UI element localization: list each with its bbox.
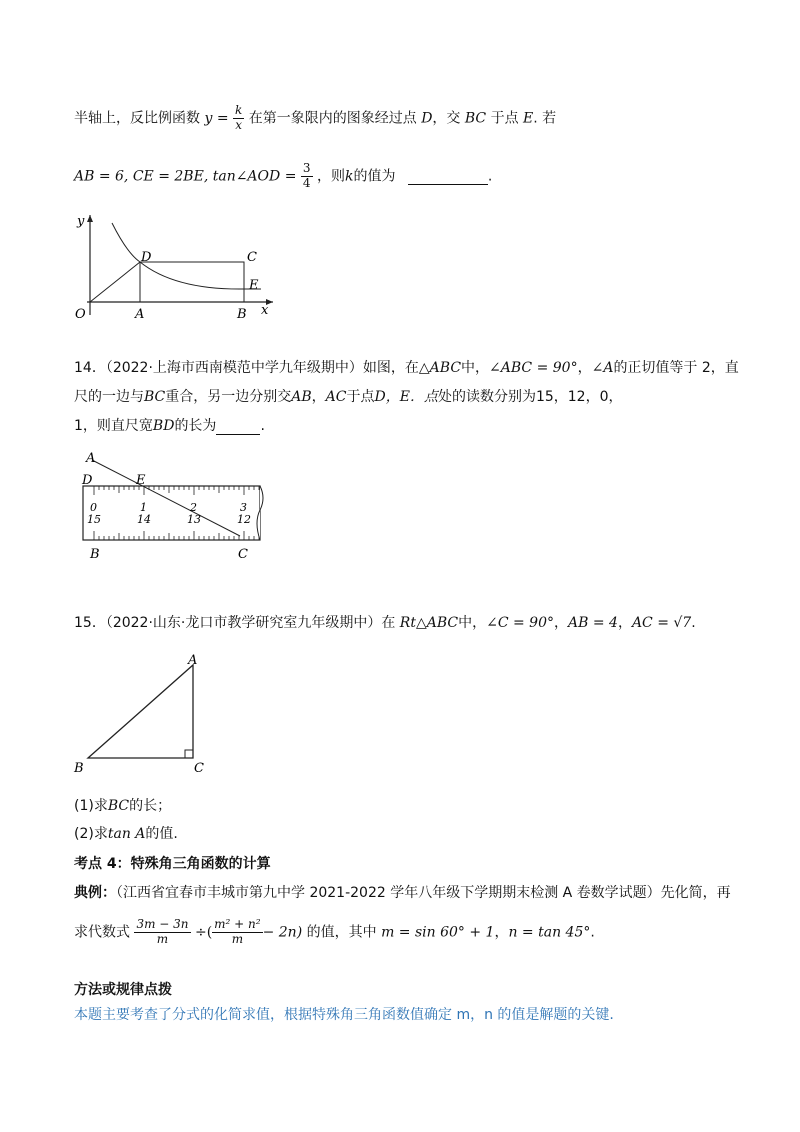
ruler-top-label: 1 [140, 501, 147, 514]
label-d: D [141, 250, 152, 265]
label-a: A [135, 307, 145, 322]
label-b: B [74, 761, 84, 776]
label-c: C [247, 250, 257, 265]
ruler-top-label: 2 [190, 501, 197, 514]
label-c: C [238, 547, 248, 562]
label-c: C [194, 761, 204, 776]
fraction-1: $\frac{3m - 3n}{m}$ [136, 917, 189, 946]
p15-line1: 15．（2022·山东·龙口市教学研究室九年级期中）在 Rt△ABC中，∠C = 90°，AB = 4，AC = √7. [74, 615, 696, 631]
fraction-3-over-4: $\frac{3}{4}$ [302, 161, 311, 190]
ruler-top-label: 3 [240, 501, 247, 514]
label-e: E [249, 278, 259, 293]
answer-blank [216, 418, 260, 435]
math-y-eq: y = [204, 110, 229, 127]
ruler-top-label: 0 [90, 501, 97, 514]
p15-question-2: (2)求tan A的值. [74, 826, 178, 842]
ruler-top-ticks [94, 486, 259, 495]
ruler-bottom-label: 15 [87, 513, 101, 526]
figure-14 [80, 448, 270, 563]
label-o: O [75, 307, 86, 322]
p14-line3: 1，则直尺宽BD的长为 . [74, 418, 265, 434]
figure-13 [65, 205, 285, 325]
ruler-bottom-labels [87, 513, 251, 526]
label-e: E [136, 473, 146, 488]
label-b: B [90, 547, 100, 562]
section-heading: 考点 4：特殊角三角函数的计算 [74, 856, 271, 872]
fraction-k-over-x: $\frac{k}{x}$ [235, 103, 243, 132]
p14-line1: 14．（2022·上海市西南模范中学九年级期中）如图，在△ABC中，∠ABC = 90°，∠A的正切值等于 2，直 [74, 360, 739, 376]
p13-line1: 半轴上，反比例函数 y = $\frac{k}{x}$ 在第一象限内的图象经过点 D，交 BC 于点 E. 若 [74, 103, 557, 132]
expression-line: 求代数式 $\frac{3m - 3n}{m}$ ÷( $\frac{\text{m² + n²}}{m}$ − 2n) 的值，其中 m = sin 60° + 1，n = tan 45°. [74, 917, 595, 946]
label-a: A [86, 451, 96, 466]
label-b: B [237, 307, 247, 322]
ruler-bottom-label: 13 [187, 513, 201, 526]
label-d: D [82, 473, 93, 488]
answer-blank [408, 168, 488, 185]
p13-line2: AB = 6, CE = 2BE, tan∠AOD = $\frac{3}{4}$ ，则k的值为 . [74, 161, 493, 190]
p15-question-1: (1)求BC的长； [74, 798, 172, 814]
label-x: x [261, 303, 269, 318]
tips-heading: 方法或规律点拨 [74, 982, 172, 998]
ruler-bottom-ticks [94, 531, 259, 540]
p14-line2: 尺的一边与BC重合，另一边分别交AB，AC于点D，E．点处的读数分别为15，12，0， [74, 389, 623, 405]
ruler-top-labels [90, 501, 247, 514]
example-line: 典例：（江西省宜春市丰城市第九中学 2021-2022 学年八年级下学期期末检测 A 卷数学试题）先化简，再 [74, 885, 731, 901]
label-a: A [188, 653, 198, 668]
label-y: y [77, 214, 85, 229]
fraction-2: $\frac{\text{m² + n²}}{m}$ [214, 917, 261, 946]
ruler-bottom-label: 14 [137, 513, 151, 526]
figure-15 [70, 648, 220, 778]
condition-text: AB = 6, CE = 2BE, tan∠AOD = [74, 168, 297, 185]
tips-text: 本题主要考查了分式的化简求值，根据特殊角三角函数值确定 m，n 的值是解题的关键. [74, 1007, 614, 1023]
ruler-bottom-label: 12 [237, 513, 251, 526]
